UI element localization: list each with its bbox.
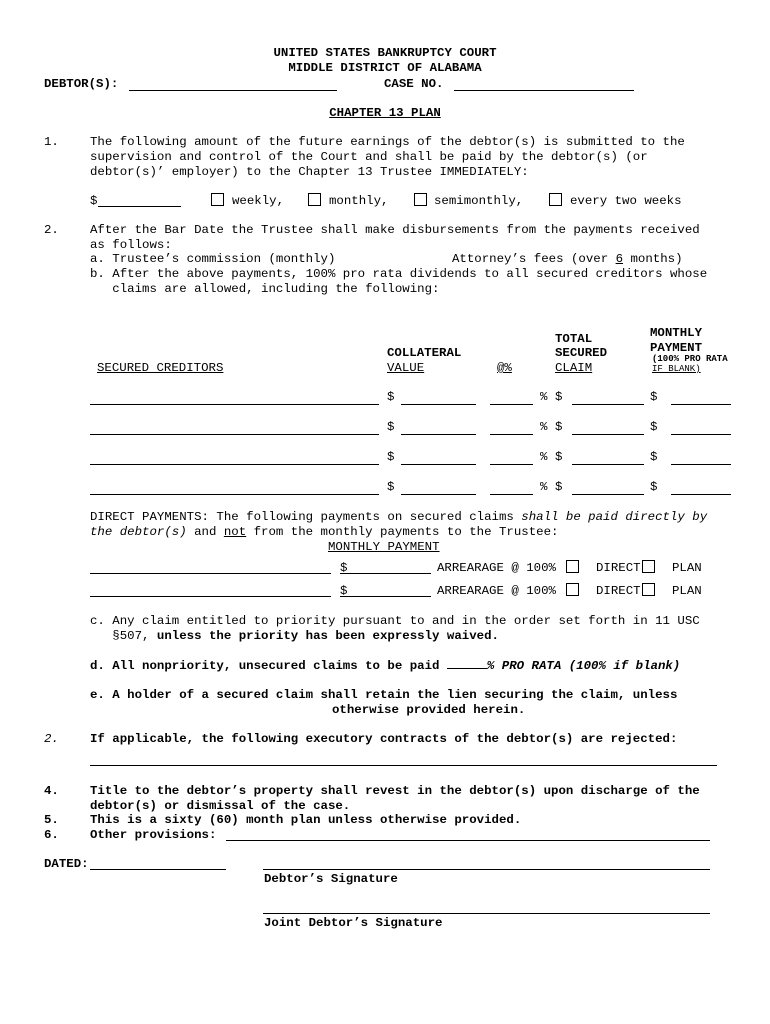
executory-contracts-field[interactable] xyxy=(90,765,717,766)
claim-field[interactable] xyxy=(572,434,644,435)
payment-field[interactable] xyxy=(671,494,731,495)
rate-pct: % xyxy=(540,390,548,404)
every-two-weeks-checkbox[interactable] xyxy=(549,193,562,206)
section-1-number: 1. xyxy=(44,135,59,149)
amount-dollar-sign: $ xyxy=(90,194,98,208)
joint-debtor-signature-field[interactable] xyxy=(263,913,710,914)
weekly-checkbox[interactable] xyxy=(211,193,224,206)
if-blank-note: IF BLANK) xyxy=(652,364,701,374)
claim-dollar: $ xyxy=(555,480,563,494)
plan-label: PLAN xyxy=(672,584,702,598)
payment-dollar: $ xyxy=(650,450,658,464)
section-4-line2: debtor(s) or dismissal of the case. xyxy=(90,799,351,813)
direct-payments-line2: the debtor(s) and not from the monthly payments to the Trustee: xyxy=(90,525,559,539)
creditor-field[interactable] xyxy=(90,434,379,435)
claim-header: CLAIM xyxy=(555,361,593,375)
direct-checkbox[interactable] xyxy=(642,583,655,596)
executory-contracts: If applicable, the following executory contracts of the debtor(s) are rejected: xyxy=(90,732,678,746)
amount-field[interactable] xyxy=(98,206,181,207)
debtor-field[interactable] xyxy=(129,90,337,91)
dated-label: DATED: xyxy=(44,857,89,871)
direct-creditor-field[interactable] xyxy=(90,573,331,574)
semimonthly-label: semimonthly, xyxy=(434,194,524,208)
plan-label: PLAN xyxy=(672,561,702,575)
joint-debtor-signature-label: Joint Debtor’s Signature xyxy=(264,916,443,930)
claim-dollar: $ xyxy=(555,390,563,404)
direct-checkbox[interactable] xyxy=(642,560,655,573)
arrearage-label: ARREARAGE @ 100% xyxy=(437,584,556,598)
creditor-field[interactable] xyxy=(90,464,379,465)
creditor-field[interactable] xyxy=(90,404,379,405)
debtor-label: DEBTOR(S): xyxy=(44,77,119,91)
arrearage-checkbox[interactable] xyxy=(566,583,579,596)
case-no-label: CASE NO. xyxy=(384,77,444,91)
other-provisions-label: Other provisions: xyxy=(90,828,217,842)
monthly-payment-header: MONTHLY PAYMENT xyxy=(328,540,440,554)
interest-rate-header: @% xyxy=(497,361,512,375)
rate-pct: % xyxy=(540,420,548,434)
monthly-checkbox[interactable] xyxy=(308,193,321,206)
rate-field[interactable] xyxy=(490,464,533,465)
claim-field[interactable] xyxy=(572,494,644,495)
section-2b-line2: claims are allowed, including the following: xyxy=(90,282,440,296)
value-field[interactable] xyxy=(401,494,476,495)
attorney-fees: Attorney’s fees (over 6 months) xyxy=(452,252,683,266)
payment-field[interactable] xyxy=(671,464,731,465)
value-field[interactable] xyxy=(401,434,476,435)
section-1-line2: supervision and control of the Court and shall be paid by the debtor(s) (or xyxy=(90,150,648,164)
page-title: CHAPTER 13 PLAN xyxy=(329,106,441,120)
rate-field[interactable] xyxy=(490,434,533,435)
other-provisions-field[interactable] xyxy=(226,840,710,841)
payment-dollar: $ xyxy=(650,420,658,434)
trustee-commission: a. Trustee’s commission (monthly) xyxy=(90,252,336,266)
section-4-line1: Title to the debtor’s property shall revest in the debtor(s) upon discharge of the xyxy=(90,784,700,798)
secured-header: SECURED xyxy=(555,346,608,360)
direct-label: DIRECT xyxy=(596,561,641,575)
weekly-label: weekly, xyxy=(232,194,285,208)
priority-claims-line1: c. Any claim entitled to priority pursuant to and in the order set forth in 11 USC xyxy=(90,614,700,628)
claim-field[interactable] xyxy=(572,464,644,465)
every-two-weeks-label: every two weeks xyxy=(570,194,682,208)
direct-creditor-field[interactable] xyxy=(90,596,331,597)
value-dollar: $ xyxy=(387,450,395,464)
arrearage-checkbox[interactable] xyxy=(566,560,579,573)
section-1-line1: The following amount of the future earnings of the debtor(s) is submitted to the xyxy=(90,135,685,149)
pro-rata-note: (100% PRO RATA xyxy=(652,354,728,364)
court-name: UNITED STATES BANKRUPTCY COURT xyxy=(273,46,497,60)
payment-field[interactable] xyxy=(671,404,731,405)
arrearage-label: ARREARAGE @ 100% xyxy=(437,561,556,575)
rate-field[interactable] xyxy=(490,404,533,405)
district-name: MIDDLE DISTRICT OF ALABAMA xyxy=(288,61,482,75)
section-6-number: 6. xyxy=(44,828,59,842)
lien-line1: e. A holder of a secured claim shall retain the lien securing the claim, unless xyxy=(90,688,678,702)
section-1-line3: debtor(s)’ employer) to the Chapter 13 Trustee IMMEDIATELY: xyxy=(90,165,529,179)
debtor-signature-field[interactable] xyxy=(263,869,710,870)
value-dollar: $ xyxy=(387,480,395,494)
payment-header: PAYMENT xyxy=(650,341,703,355)
pro-rata-percent-field[interactable] xyxy=(447,668,487,669)
attorney-fee-months: 6 xyxy=(615,252,624,266)
section-3-number: 2. xyxy=(44,732,59,746)
value-dollar: $ xyxy=(387,390,395,404)
rate-pct: % xyxy=(540,480,548,494)
creditor-field[interactable] xyxy=(90,494,379,495)
direct-amount-field[interactable] xyxy=(340,596,431,597)
secured-creditors-header: SECURED CREDITORS xyxy=(97,361,224,375)
value-header: VALUE xyxy=(387,361,425,375)
section-2b-line1: b. After the above payments, 100% pro rata dividends to all secured creditors whose xyxy=(90,267,708,281)
section-2-line1: After the Bar Date the Trustee shall make disbursements from the payments received xyxy=(90,223,700,237)
direct-dollar: $ xyxy=(340,561,348,575)
unsecured-claims: d. All nonpriority, unsecured claims to be paid % PRO RATA (100% if blank) xyxy=(90,659,681,673)
monthly-label: monthly, xyxy=(329,194,389,208)
direct-payments-line1: DIRECT PAYMENTS: The following payments on secured claims shall be paid directly by xyxy=(90,510,708,524)
semimonthly-checkbox[interactable] xyxy=(414,193,427,206)
debtor-signature-label: Debtor’s Signature xyxy=(264,872,398,886)
payment-dollar: $ xyxy=(650,390,658,404)
rate-pct: % xyxy=(540,450,548,464)
section-5-number: 5. xyxy=(44,813,59,827)
value-field[interactable] xyxy=(401,404,476,405)
section-2-number: 2. xyxy=(44,223,59,237)
monthly-header: MONTHLY xyxy=(650,326,703,340)
case-no-field[interactable] xyxy=(454,90,634,91)
section-2-line2: as follows: xyxy=(90,238,172,252)
value-field[interactable] xyxy=(401,464,476,465)
priority-claims-line2: §507, unless the priority has been expressly waived. xyxy=(90,629,499,643)
claim-dollar: $ xyxy=(555,420,563,434)
lien-line2: otherwise provided herein. xyxy=(332,703,526,717)
claim-field[interactable] xyxy=(572,404,644,405)
date-field[interactable] xyxy=(90,869,226,870)
direct-dollar: $ xyxy=(340,584,348,598)
section-4-number: 4. xyxy=(44,784,59,798)
collateral-header: COLLATERAL xyxy=(387,346,462,360)
rate-field[interactable] xyxy=(490,494,533,495)
payment-field[interactable] xyxy=(671,434,731,435)
total-header: TOTAL xyxy=(555,332,593,346)
value-dollar: $ xyxy=(387,420,395,434)
payment-dollar: $ xyxy=(650,480,658,494)
claim-dollar: $ xyxy=(555,450,563,464)
direct-amount-field[interactable] xyxy=(340,573,431,574)
direct-label: DIRECT xyxy=(596,584,641,598)
section-5-text: This is a sixty (60) month plan unless otherwise provided. xyxy=(90,813,522,827)
